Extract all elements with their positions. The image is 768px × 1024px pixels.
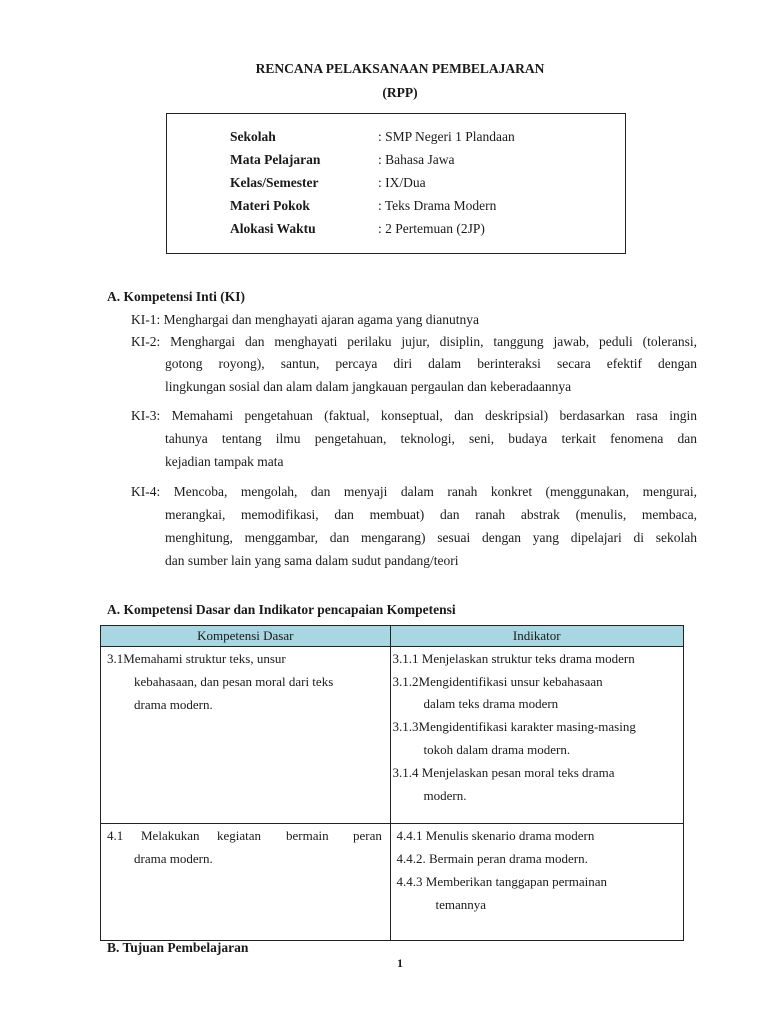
ki-2-line-3: lingkungan sosial dan alam dalam jangkauan pergaulan dan keberadaannya xyxy=(165,379,572,394)
ki-3-line-1: KI-3: Memahami pengetahuan (faktual, konseptual, dan deskripsial) berdasarkan rasa ingin xyxy=(131,408,697,423)
section-heading-ki: A. Kompetensi Inti (KI) xyxy=(107,289,245,304)
document-subtitle: (RPP) xyxy=(382,85,418,100)
indicator-line: 4.4.3 Memberikan tanggapan permainan xyxy=(396,874,607,889)
indicator-line: 3.1.1 Menjelaskan struktur teks drama modern xyxy=(392,651,635,666)
indicator-line: dalam teks drama modern xyxy=(423,696,559,711)
column-header-indicator: Indikator xyxy=(390,626,683,647)
table-header-row xyxy=(101,626,684,647)
identity-value: : IX/Dua xyxy=(378,175,426,190)
ki-4-line-2: merangkai, memodifikasi, dan membuat) dan ranah abstrak (menulis, membaca, xyxy=(165,507,697,522)
identity-value: : Bahasa Jawa xyxy=(378,152,455,167)
identity-label: Mata Pelajaran xyxy=(230,152,321,167)
kd-text-word: Melakukan xyxy=(141,828,200,843)
indicator-line: 4.4.2. Bermain peran drama modern. xyxy=(396,851,588,866)
kd-text-line: drama modern. xyxy=(134,697,213,712)
indicator-cell xyxy=(390,647,683,824)
indicator-cell xyxy=(390,824,683,941)
section-heading-tujuan: B. Tujuan Pembelajaran xyxy=(107,940,249,955)
indicator-line: 3.1.4 Menjelaskan pesan moral teks drama xyxy=(392,765,615,780)
kd-text-line: drama modern. xyxy=(134,851,213,866)
ki-2-line-1: KI-2: Menghargai dan menghayati perilaku jujur, disiplin, tanggung jawab, peduli (toleransi, xyxy=(131,334,697,349)
kd-text-line: 3.1Memahami struktur teks, unsur xyxy=(107,651,286,666)
indicator-line: 3.1.3Mengidentifikasi karakter masing-masing xyxy=(392,719,636,734)
kd-text-word: 4.1 xyxy=(107,828,124,843)
ki-3-line-3: kejadian tampak mata xyxy=(165,454,284,469)
ki-4-line-3: menghitung, menggambar, dan mengarang) sesuai dengan yang dipelajari di sekolah xyxy=(165,530,697,545)
page-number: 1 xyxy=(397,956,403,970)
table-row xyxy=(101,647,684,824)
indicator-line: 4.4.1 Menulis skenario drama modern xyxy=(396,828,595,843)
ki-3-line-2: tahunya tentang ilmu pengetahuan, teknologi, seni, budaya terkait fenomena dan xyxy=(165,431,697,446)
kd-text-word: peran xyxy=(353,828,382,843)
identity-label: Sekolah xyxy=(230,129,276,144)
identity-box xyxy=(166,113,626,254)
identity-label: Alokasi Waktu xyxy=(230,221,316,236)
kd-cell xyxy=(101,824,391,941)
document-title: RENCANA PELAKSANAAN PEMBELAJARAN xyxy=(255,61,545,76)
ki-1: KI-1: Menghargai dan menghayati ajaran agama yang dianutnya xyxy=(131,312,479,327)
ki-4-line-1: KI-4: Mencoba, mengolah, dan menyaji dalam ranah konkret (menggunakan, mengurai, xyxy=(131,484,697,499)
indicator-line: 3.1.2Mengidentifikasi unsur kebahasaan xyxy=(392,674,603,689)
identity-value: : Teks Drama Modern xyxy=(378,198,497,213)
column-header-kd: Kompetensi Dasar xyxy=(101,626,391,647)
indicator-line: tokoh dalam drama modern. xyxy=(423,742,571,757)
ki-4-line-4: dan sumber lain yang sama dalam sudut pandang/teori xyxy=(165,553,459,568)
kd-cell xyxy=(101,647,391,824)
identity-label: Materi Pokok xyxy=(230,198,310,213)
identity-label: Kelas/Semester xyxy=(230,175,319,190)
kd-text-word: bermain xyxy=(286,828,329,843)
kd-indicator-table xyxy=(100,625,684,941)
table-row xyxy=(101,824,684,941)
kd-text-word: kegiatan xyxy=(217,828,262,843)
section-heading-kd: A. Kompetensi Dasar dan Indikator pencapaian Kompetensi xyxy=(107,602,456,617)
indicator-line: modern. xyxy=(423,788,467,803)
identity-value: : SMP Negeri 1 Plandaan xyxy=(378,129,515,144)
ki-2-line-2: gotong royong), santun, percaya diri dalam berinteraksi secara efektif dengan xyxy=(165,356,697,371)
indicator-line: temannya xyxy=(435,897,487,912)
identity-value: : 2 Pertemuan (2JP) xyxy=(378,221,485,236)
kd-text-line: kebahasaan, dan pesan moral dari teks xyxy=(134,674,334,689)
